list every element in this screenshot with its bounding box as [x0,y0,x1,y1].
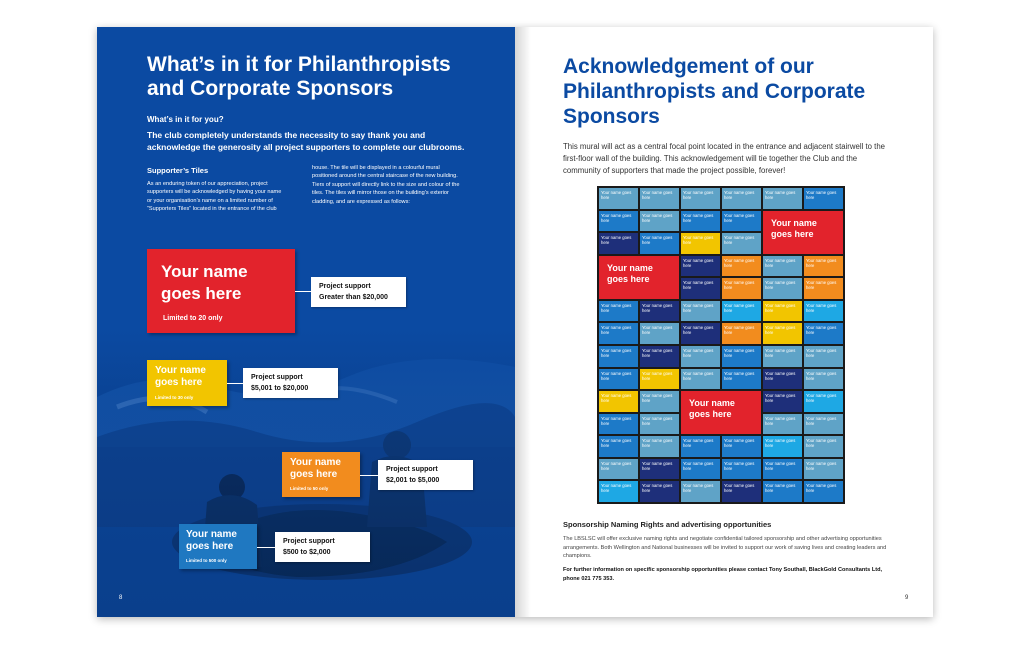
mural-tile: Your name goes here [640,436,679,457]
mural-tile: Your name goes here [722,301,761,322]
support-label: Project support [251,374,303,381]
support-range: $5,001 to $20,000 [251,385,309,392]
mural-tile: Your name goes here [640,414,679,435]
mural-tile: Your name goes here [804,278,843,299]
mural-tile: Your name goes here [640,346,679,367]
mural-tile: Your name goes here [804,436,843,457]
page-number-right: 9 [905,595,909,601]
mural-tile: Your name goes here [763,414,802,435]
mural-tile: Your name goes here [804,481,843,502]
mural-tile: Your name goes here [681,481,720,502]
mural-tile: Your name goes here [763,369,802,390]
right-page [515,27,933,617]
mural-tile: Your name goes here [722,481,761,502]
mural-tile: Your name goes here [804,188,843,209]
mural-tile: Your name goes here [763,436,802,457]
mural-large-tile: Your name goes here [763,211,843,254]
tier-tile-red [147,249,295,333]
mural-tile: Your name goes here [599,414,638,435]
support-label: Project support [283,538,335,545]
right-page-intro: This mural will act as a central focal point located in the entrance and adjacent stairwell to the first-floor wall of the building. This acknowledgement will tie together the Club and the community of supporters that made the project possible, forever! [563,142,886,175]
tile-name: Your name goes here [290,457,341,480]
mural-tile: Your name goes here [722,278,761,299]
tile-limit: Limited to 500 only [186,558,227,563]
supporters-tiles-heading: Supporter’s Tiles [147,166,209,175]
mural-tile: Your name goes here [599,346,638,367]
mural-tile: Your name goes here [722,188,761,209]
mural-tile: Your name goes here [640,459,679,480]
mural-tile: Your name goes here [681,233,720,254]
page-number-left: 8 [119,595,123,601]
support-label: Project support [319,283,371,290]
supporters-mural [597,186,845,504]
mural-tile: Your name goes here [681,301,720,322]
tier-connector [227,383,243,384]
mural-tile: Your name goes here [599,233,638,254]
support-label: Project support [386,466,438,473]
mural-tile: Your name goes here [722,459,761,480]
mural-tile: Your name goes here [681,346,720,367]
mural-tile: Your name goes here [681,188,720,209]
mural-tile: Your name goes here [681,323,720,344]
mural-tile: Your name goes here [640,233,679,254]
tier-connector [295,291,311,292]
mural-tile: Your name goes here [763,481,802,502]
mural-tile: Your name goes here [640,481,679,502]
mural-tile: Your name goes here [681,278,720,299]
tile-limit: Limited to 20 only [163,315,223,322]
tier-tile-blue [179,524,257,569]
brochure-spread [97,27,933,617]
mural-tile: Your name goes here [681,436,720,457]
mural-tile: Your name goes here [599,391,638,412]
mural-tile: Your name goes here [640,323,679,344]
left-body-column-2: house. The tile will be displayed in a colourful mural positioned around the central staircase of the new building. Tiers of support will directly link to the size and colour of the tiles. The tiles will mirror those on the building’s exterior cladding, and are expressed as follows: [312,165,460,205]
mural-tile: Your name goes here [681,211,720,232]
sponsorship-body: The LBSLSC will offer exclusive naming rights and negotiate confidential tailored sponsorship and other advertising opportunities arrangements. Both Wellington and National businesses will be invited to support our work of saving lives and creating leaders and champions. [563,536,887,559]
mural-tile: Your name goes here [640,369,679,390]
mural-tile: Your name goes here [763,278,802,299]
mural-tile: Your name goes here [763,391,802,412]
mural-tile: Your name goes here [599,459,638,480]
mural-tile: Your name goes here [681,256,720,277]
mural-tile: Your name goes here [804,323,843,344]
tier-support-box [275,532,370,562]
tile-limit: Limited to 50 only [290,486,329,491]
left-page [97,27,515,617]
mural-tile: Your name goes here [804,301,843,322]
mural-tile: Your name goes here [599,188,638,209]
mural-tile: Your name goes here [763,459,802,480]
tier-support-box [378,460,473,490]
left-page-intro: The club completely understands the necessity to say thank you and acknowledge the generosity all project supporters to complete our clubrooms. [147,130,465,152]
mural-tile: Your name goes here [722,323,761,344]
mural-tile: Your name goes here [804,256,843,277]
mural-tile: Your name goes here [763,323,802,344]
mural-tile: Your name goes here [722,346,761,367]
left-body-column-1: As an enduring token of our appreciation, project supporters will be acknowledged by having your name or your organisation’s name on a limited number of “Supporters Tiles” located in the entrance of the club [147,181,282,213]
mural-tile: Your name goes here [763,256,802,277]
mural-tile: Your name goes here [599,369,638,390]
sponsorship-heading: Sponsorship Naming Rights and advertising opportunities [563,520,772,529]
right-page-title: Acknowledgement of our Philanthropists and Corporate Sponsors [563,55,866,128]
tier-connector [360,475,378,476]
mural-tile: Your name goes here [640,391,679,412]
mural-tile: Your name goes here [763,301,802,322]
mural-tile: Your name goes here [804,346,843,367]
mural-tile: Your name goes here [640,211,679,232]
tier-tile-orange [282,452,360,497]
mural-tile: Your name goes here [640,188,679,209]
mural-tile: Your name goes here [640,301,679,322]
mural-tile: Your name goes here [763,346,802,367]
mural-large-tile: Your name goes here [599,256,679,299]
tier-tile-yellow [147,360,227,406]
mural-tile: Your name goes here [599,301,638,322]
tile-limit: Limited to 30 only [155,395,194,400]
mural-tile: Your name goes here [722,369,761,390]
tier-support-box [243,368,338,398]
mural-tile: Your name goes here [722,256,761,277]
tile-name: Your name goes here [186,529,237,552]
tier-connector [257,547,275,548]
mural-tile: Your name goes here [804,414,843,435]
mural-tile: Your name goes here [599,436,638,457]
tier-support-box [311,277,406,307]
mural-large-tile: Your name goes here [681,391,761,434]
mural-tile: Your name goes here [599,323,638,344]
support-range: Greater than $20,000 [319,294,388,301]
left-page-title: What’s in it for Philanthropists and Corporate Sponsors [147,53,451,100]
mural-tile: Your name goes here [804,391,843,412]
support-range: $2,001 to $5,000 [386,477,440,484]
mural-tile: Your name goes here [722,436,761,457]
left-page-subtitle: What’s in it for you? [147,115,224,124]
mural-tile: Your name goes here [722,233,761,254]
tile-name: Your name goes here [155,365,206,388]
mural-tile: Your name goes here [804,459,843,480]
support-range: $500 to $2,000 [283,549,331,556]
mural-tile: Your name goes here [599,481,638,502]
tile-name: Your name goes here [161,262,248,303]
sponsorship-contact: For further information on specific sponsorship opportunities please contact Tony Southall, BlackGold Consultants Ltd, phone 021 775 353. [563,567,883,582]
mural-tile: Your name goes here [722,211,761,232]
mural-tile: Your name goes here [763,188,802,209]
mural-tile: Your name goes here [681,459,720,480]
mural-tile: Your name goes here [681,369,720,390]
mural-tile: Your name goes here [599,211,638,232]
mural-tile: Your name goes here [804,369,843,390]
